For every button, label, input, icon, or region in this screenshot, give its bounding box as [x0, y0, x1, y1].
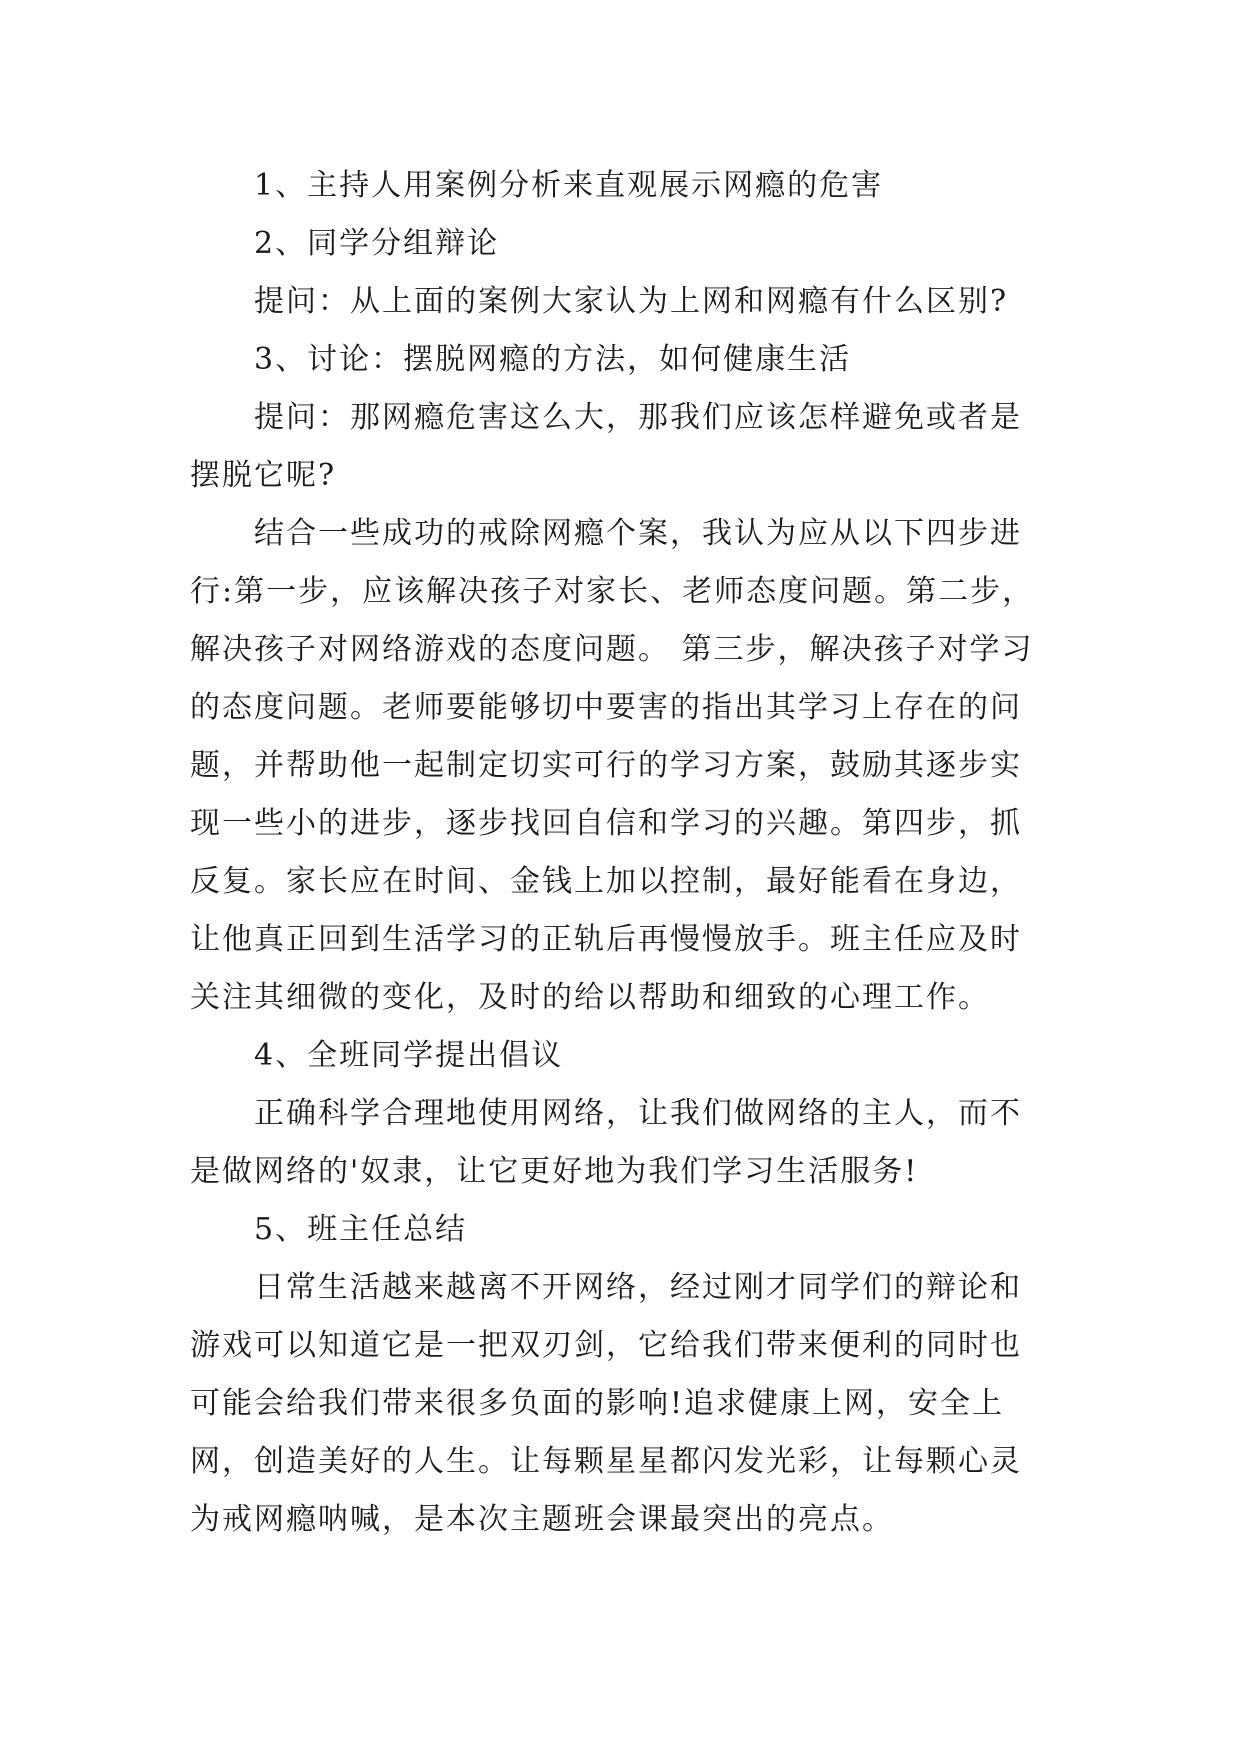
step-4-heading: 4、全班同学提出倡议	[254, 1038, 564, 1073]
step-1-heading: 1、主持人用案例分析来直观展示网瘾的危害	[254, 168, 884, 203]
document-body	[190, 157, 1050, 1549]
summary-paragraph: 日常生活越来越离不开网络，经过刚才同学们的辩论和游戏可以知道它是一把双刃剑，它给我们带来便利的同时也可能会给我们带来很多负面的影响!追求健康上网，安全上网，创造美好的人生。让每颗星星都闪发光彩，让每颗心灵为戒网瘾呐喊，是本次主题班会课最突出的亮点。	[190, 1270, 1022, 1537]
initiative-paragraph: 正确科学合理地使用网络，让我们做网络的主人，而不是做网络的'奴隶，让它更好地为我们学习生活服务!	[190, 1096, 1022, 1189]
four-steps-paragraph: 结合一些成功的戒除网瘾个案，我认为应从以下四步进行:第一步，应该解决孩子对家长、老师态度问题。第二步，解决孩子对网络游戏的态度问题。 第三步，解决孩子对学习的态度问题。老师要能够切中要害的指出其学习上存在的问题，并帮助他一起制定切实可行的学习方案，鼓励其逐步实现一些小的进步，逐步找回自信和学习的兴趣。第四步，抓反复。家长应在时间、金钱上加以控制，最好能看在身边，让他真正回到生活学习的正轨后再慢慢放手。班主任应及时关注其细微的变化，及时的给以帮助和细致的心理工作。	[190, 516, 1035, 1015]
step-2-heading: 2、同学分组辩论	[254, 226, 500, 261]
step-3-heading: 3、讨论：摆脱网瘾的方法，如何健康生活	[254, 342, 852, 377]
step-5-heading: 5、班主任总结	[254, 1212, 468, 1247]
question-paragraph-1: 提问：从上面的案例大家认为上网和网瘾有什么区别?	[254, 284, 1009, 319]
question-paragraph-2: 提问：那网瘾危害这么大，那我们应该怎样避免或者是摆脱它呢?	[190, 400, 1022, 493]
